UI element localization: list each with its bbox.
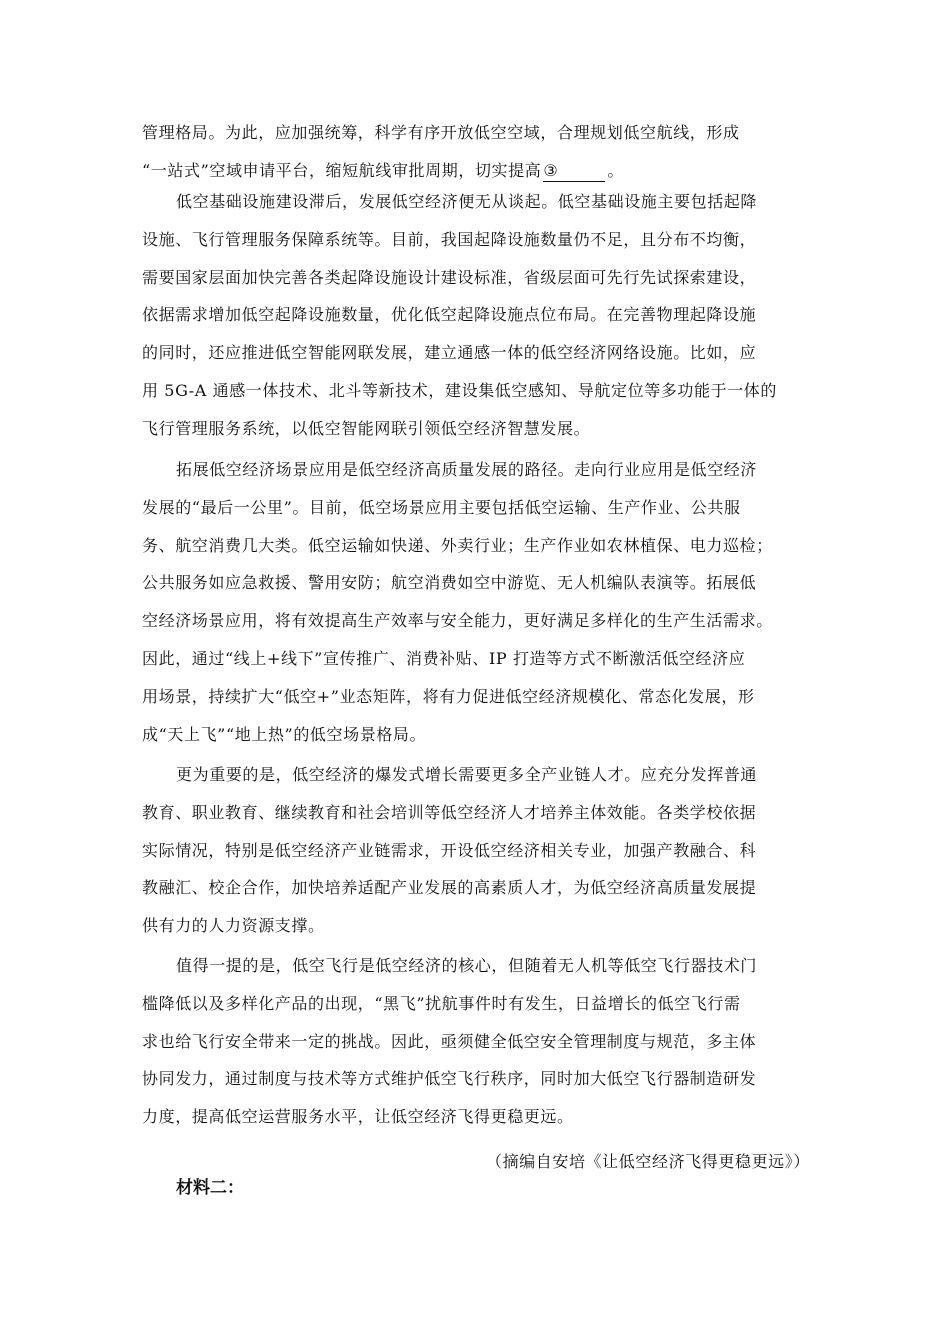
text-line: 务、航空消费几大类。低空运输如快递、外卖行业；生产作业如农林植保、电力巡检； — [142, 535, 773, 555]
trailing-punctuation: 。 — [607, 160, 624, 180]
text-line: 拓展低空经济场景应用是低空经济高质量发展的路径。走向行业应用是低空经济 — [176, 460, 758, 479]
text-line-segment: “一站式”空域申请平台，缩短航线审批周期，切实提高 — [142, 160, 542, 180]
text-line: 的同时，还应推进低空智能网联发展，建立通感一体的低空经济网络设施。比如，应 — [142, 343, 757, 363]
text-line: 实际情况，特别是低空经济产业链需求，开设低空经济相关专业，加强产教融合、科 — [142, 840, 757, 860]
text-line: 更为重要的是，低空经济的爆发式增长需要更多全产业链人才。应充分发挥普通 — [176, 765, 758, 784]
text-line: 用 5G-A 通感一体技术、北斗等新技术，建设集低空感知、导航定位等多功能于一体的 — [142, 380, 777, 400]
text-line: 教育、职业教育、继续教育和社会培训等低空经济人才培养主体效能。各类学校依据 — [142, 802, 757, 822]
text-line: 成“天上飞”“地上热”的低空场景格局。 — [142, 724, 427, 744]
text-line: 协同发力，通过制度与技术等方式维护低空飞行秩序，同时加大低空飞行器制造研发 — [142, 1069, 757, 1089]
text-line: 用场景，持续扩大“低空+”业态矩阵，将有力促进低空经济规模化、常态化发展，形 — [142, 686, 755, 706]
text-line: 因此，通过“线上+线下”宣传推广、消费补贴、IP 打造等方式不断激活低空经济应 — [142, 648, 746, 668]
paragraph-talent — [142, 756, 810, 945]
section-heading: 材料二： — [176, 1178, 244, 1198]
paragraph-safety — [142, 947, 810, 1136]
text-line: 空经济场景应用，将有效提高生产效率与安全能力，更好满足多样化的生产生活需求。 — [142, 611, 773, 631]
fill-in-blank: ③ — [543, 161, 605, 182]
text-line: 教融汇、校企合作，加快培养适配产业发展的高素质人才，为低空经济高质量发展提 — [142, 878, 757, 898]
text-line: 需要国家层面加快完善各类起降设施设计建设标准，省级层面可先行先试探索建设， — [142, 267, 757, 287]
text-line: 发展的“最后一公里”。目前，低空场景应用主要包括低空运输、生产作业、公共服 — [142, 497, 741, 517]
text-line: 求也给飞行安全带来一定的挑战。因此，亟须健全低空安全管理制度与规范，多主体 — [142, 1031, 757, 1051]
text-line: 依据需求增加低空起降设施数量，优化低空起降设施点位布局。在完善物理起降设施 — [142, 305, 757, 325]
text-line: 力度，提高低空运营服务水平，让低空经济飞得更稳更远。 — [142, 1107, 574, 1127]
paragraph-continuation — [142, 114, 810, 190]
text-line: 公共服务如应急救援、警用安防；航空消费如空中游览、无人机编队表演等。拓展低 — [142, 573, 757, 593]
paragraph-scenarios — [142, 451, 810, 753]
text-line: 低空基础设施建设滞后，发展低空经济便无从谈起。低空基础设施主要包括起降 — [176, 192, 758, 211]
text-line: 飞行管理服务系统，以低空智能网联引领低空经济智慧发展。 — [142, 418, 591, 438]
paragraph-infrastructure — [142, 183, 810, 448]
text-line: 设施、飞行管理服务保障系统等。目前，我国起降设施数量仍不足，且分布不均衡， — [142, 229, 757, 249]
text-line: 管理格局。为此，应加强统筹，科学有序开放低空空域，合理规划低空航线，形成 — [142, 123, 740, 142]
text-line: 供有力的人力资源支撑。 — [142, 916, 325, 936]
source-attribution: （摘编自安培《让低空经济飞得更稳更远》） — [485, 1152, 810, 1171]
text-line: 值得一提的是，低空飞行是低空经济的核心，但随着无人机等低空飞行器技术门 — [176, 956, 758, 975]
text-line: 槛降低以及多样化产品的出现，“黑飞”扰航事件时有发生，日益增长的低空飞行需 — [142, 993, 741, 1013]
